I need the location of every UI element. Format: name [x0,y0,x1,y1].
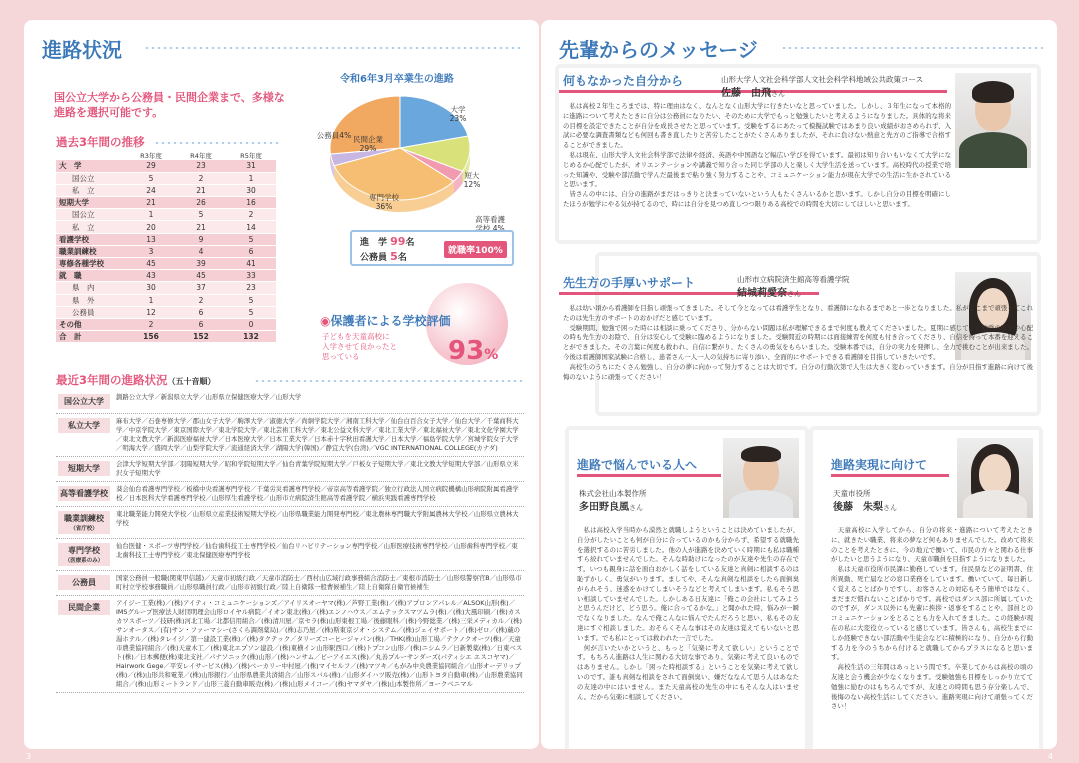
row-value: 5 [126,172,176,184]
row-value: 132 [226,331,276,343]
dest-schools: 葵会仙台看護専門学校／板橋中央看護専門学校／千葉労災看護専門学校／帝京高等看護学院／独立行政法人国立病院機構山形病院附属看護学校／日本医科大学看護専門学校／山形厚生看護学校／山形市立病院済生館高等看護学院／横浜実践看護専門学校 [116,485,519,502]
row-value: 26 [176,197,226,209]
row-label: 公務員 [56,306,126,318]
target-icon: ◉ [320,314,331,328]
parent-eval-sub [322,332,397,362]
body-paragraph: 天童高校に入学してから、自分の将来・進路について考えたときに、就きたい職業、将来の夢など何もありませんでした。改めて将来のことを考えたときに、今の地元で働いて、市民の方々と関わる仕事がしたいと思うようになり、天童市職員を目指すようになりました。 [831,526,1033,564]
row-value: 16 [226,197,276,209]
honorific: さん [629,504,643,512]
table-row [56,294,276,306]
pie-label: 専門学校 36% [369,193,399,211]
row-label: 短期大学 [56,197,126,209]
row-value: 30 [226,184,276,196]
dest-category [56,599,112,689]
table-row [56,306,276,318]
row-label: その他 [56,318,126,330]
title-dots [144,46,524,50]
table-title: 過去3年間の推移 [56,135,145,149]
table-row [56,270,276,282]
dest-row [56,507,524,539]
row-value: 6 [226,245,276,257]
dest-category-note: （省庁校） [70,526,98,532]
body-paragraph: 高校生活の三年間はあっという間です。卒業してからは高校の頃の友達と会う機会が少なくなります。受験勉強も目標をしっかり立てて勉強に励むのはもちろんですが、友達との時間も思う存分楽しんで、後悔のない高校生活にしてください。進路実現に向けて頑張ってください！ [831,663,1033,711]
card-body [831,526,1033,712]
row-value: 21 [126,197,176,209]
result-line-advance [360,235,414,248]
dest-category [56,574,112,592]
person-name: 佐藤 由飛 [721,88,771,99]
right-page [541,20,1057,749]
dest-category [56,417,112,453]
dest-category-label: 職業訓練校 [64,514,104,523]
row-label: 職業訓練校 [56,245,126,257]
table-row [56,258,276,270]
dest-schools: 東北職業能力開発大学校／山形県立産業技術短期大学校／山形県職業能力開発専門校／東北農林専門職大学附属農林大学校／山形県立農林大学校 [116,510,519,527]
message-card-yuki [563,256,1037,412]
dest-row [56,390,524,414]
table-row [56,282,276,294]
dest-schools: 麻布大学／石巻専修大学／郡山女子大学／駒澤大学／淑徳大学／尚絅学院大学／湘南工科大学／仙台白百合女子大学／仙台大学／千葉商科大学／中京学院大学／東京国際大学／東北学院大学／東北芸術工科大学／東北公益文科大学／東北工業大学／東北福祉大学／東北文化学園大学／東北文教大学／新潟医療福祉大学／日本医療大学／日本工業大学／日本赤十字秋田看護大学／日本大学／福島学院大学／宮城学院女子大学／明海大学／盛岡大学／山梨学院大学／流通経済大学／湖陽大学(韓国)／静宜大学(台湾)／VGC INTERNATIONAL COLLEGE(カナダ) [116,417,519,452]
row-value: 43 [126,270,176,282]
row-value: 5 [176,209,226,221]
card-name [721,84,785,99]
table-row [56,221,276,233]
col-header: R3年度 [140,151,162,160]
row-label: 合 計 [56,331,126,343]
row-label: 就 職 [56,270,126,282]
body-paragraph: 私は現在、山形大学人文社会科学部で法律や経済、英語や中国語など幅広い学びを得ています。最初は知り合いもいなくて大学になじめるか心配でしたが、オリエンテーションや講義で知り合った同じ学部の人と楽しく大学生活を送っています。高校時代の授業で培った知識や、受験や部活動で学んだ最後まで粘り強く努力することや、コミュニケーション能力が現在大学での生活に生かされていると思います。 [563,150,951,189]
dest-category [56,542,112,567]
honorific: さん [787,290,801,298]
pie-chart [294,82,534,232]
page-title-messages: 先輩からのメッセージ [559,38,758,62]
row-value: 6 [176,318,226,330]
body-paragraph: 私は幼い頃から看護師を目指し頑張ってきました。そして今となっては看護学生となり、看護師になれるまであと一歩となりました。私がここまで頑張ってこれたのは先生方のサポートのおかげだと感じています。 [563,304,1033,322]
card-school: 山形市立病院済生館高等看護学院 [737,275,850,284]
parent-sub-line: 子どもを天童高校に [322,332,390,341]
row-value: 23 [176,160,226,172]
body-paragraph: 皆さんの中には、自分の進路がまだはっきりと決まっていないという人もたくさんいるかと思います。しかし自分の目標を明確にしたほうが勉学にやる気が持てるので、時には自分を見つめ直しつつ限りある高校での時間を大切にしてほしいと思います。 [563,190,951,208]
dest-title-text: 最近3年間の進路状況 [56,373,168,387]
table-row [56,318,276,330]
result-unit: 名 [405,238,415,248]
result-number: 5 [390,250,398,263]
table-row [56,331,276,343]
row-value: 2 [176,172,226,184]
row-value: 21 [176,184,226,196]
row-value: 5 [226,233,276,245]
body-paragraph: 何が言いたいかというと、もっと「気楽に考えて欲しい」ということです。もちろん進路は人生に関わる大切な事であり、気楽に考えて良いものではありません。しかし「困った時相談する」ということを気楽に考えて欲しいのです。誰も真剣な相談をされて面倒臭い、嫌だななんて思う人はあなたの友達の中にはいません。また天童高校の先生の中にもそんな人はいません。だから気楽に相談してください。 [577,643,799,701]
body-paragraph: 私は高校２年生ころまでは、特に理由はなく、なんとなく山形大学に行きたいなと思っていました。しかし、３年生になって本格的に進路について考えたときに自分は公務員になりたい、そのために大学でもっと勉強したいと考えるようになりました。具体的な将来の目標を設定できたことが自分を成長させたと思っています。受験をするにあたって模擬試験ではあまり良い成績がおさめられず、入試に必要な調査書類なども何回も書き直したりと苦労したことがたくさんありましたが、それに負けない熱意と先方のご指導で合格することができました。 [563,102,951,150]
card-heading: 何もなかった自分から [563,74,684,88]
result-unit: 名 [397,253,407,263]
person-name: 後藤 朱梨 [833,502,883,513]
photo-goto [957,438,1033,518]
dest-schools: 会津大学短期大学部／羽陽短期大学／昭和学院短期大学／仙台青葉学院短期大学／戸板女子短期大学／東北文教大学短期大学部／山形県立米沢女子短期大学 [116,460,519,477]
parent-eval-title-text: 保護者による学校評価 [330,314,451,328]
row-value: 45 [126,258,176,270]
percent-unit: % [484,347,499,363]
card-body [577,526,799,702]
row-value: 23 [226,282,276,294]
table-row [56,197,276,209]
row-value: 20 [126,221,176,233]
parent-sub-line: 入学させて良かったと [322,342,397,351]
row-value: 9 [176,233,226,245]
row-value: 3 [126,245,176,257]
dest-schools: 国家公務員一般職(関東甲信越)／天童市初級行政／天童市消防士／西村山広域行政事務組合消防士／東根市消防士／山形県警察官B／山形県市町村立学校事務職員／山形県職員行政／山形市初級行政／陸上自衛隊一般曹候補生／陸上自衛隊自衛官候補生 [116,574,522,591]
card-school: 山形大学人文社会科学部人文社会科学科地域公共政策コース [721,75,924,84]
card-body [563,102,951,210]
dest-category-note: （医療系のみ） [64,558,104,564]
message-card-sato [559,68,1037,240]
table-title-dots [154,141,279,144]
row-label: 大 学 [56,160,126,172]
row-value: 2 [226,209,276,221]
table-row [56,245,276,257]
row-value: 37 [176,282,226,294]
col-header: R5年度 [240,151,262,160]
col-header: R4年度 [190,151,212,160]
row-value: 1 [126,294,176,306]
table-row [56,184,276,196]
row-value: 2 [176,294,226,306]
card-name [833,498,897,513]
result-number: 99 [390,235,406,248]
parent-eval-percent [448,336,498,366]
body-paragraph: 受験期間、勉強で困った時には相談に乗ってくださり、分からない問題は私が理解できるまで何度も教えてくださいました。夏期に感じていた勉強の不安や心配の時も先生方のお陰で、自分は安心して受験に臨めるようになりました。受験間近の時期には面接練習を何度も付き合ってくださり、自信を持って本番を迎えることができました。その言葉に何度も救われ、自信に繋がり、たくさんの勇気をもらいました。受験本番では、自分の実力を発揮し、全力で挑むことが出来ました。今後は看護師国家試験に合格し、患者さん一人一人の気持ちに寄り添い、全面的にサポートできる看護師を目指していきたいです。 [563,323,1033,361]
table-row [56,172,276,184]
row-label: 専修各種学校 [56,258,126,270]
page-number-left: 3 [26,752,32,761]
photo-tadano [723,438,799,518]
dest-row [56,482,524,507]
row-label: 国公立 [56,172,126,184]
lead-text: 国公立大学から公務員・民間企業まで、多様な進路を選択可能です。 [54,91,285,119]
honorific: さん [883,504,897,512]
dest-schools: 釧路公立大学／新潟県立大学／山形県立保健医療大学／山形大学 [116,393,302,401]
destination-list [56,390,524,693]
parent-eval-title [320,312,451,329]
row-value: 41 [226,258,276,270]
dest-category [56,510,112,535]
dest-category-label: 公務員 [72,578,96,587]
row-value: 30 [126,282,176,294]
row-value: 1 [226,172,276,184]
card-heading: 進路実現に向けて [831,458,928,472]
photo-sato [955,73,1031,168]
card-heading: 進路で悩んでいる人へ [577,458,698,472]
dest-title-dots [254,379,524,382]
card-underline [577,474,721,477]
result-line-civil [360,250,407,263]
honorific: さん [771,90,785,98]
dest-schools: アイジー工業(株)／(株)アイティ・コミュニケーションズ／アイリスオーヤマ(株)／芦野工業(株)／(株)アプロンアパレル／ALSOK山形(株)／IMSグループ医療法人財団明理会山形ロイヤル病院／イオン東北(株)／(株)エンノハウス／エムテックスマツムラ(株)／(株)大風印刷／(株)カスカワスポーツ／技研(株)河北工場／北都信用組合／(株)清川屋／京セラ(株)山形東根工場／後藤眼科／(株)今野総業／(株)三栄メディカル／(株)サンオータス／(有)サン・ファーマシー(さくら調剤薬局)／(株)志乃屋／(株)斯東京ジオ・システム／(株)ジェイサポート／(株)ゼロ／(株)蔵の湯ホテル／(株)タレイジ／第一建設工業(株)／(株)タクテック／タリーズコーヒージャパン(株)／THK(株)山形工場／テクノクオーツ(株)／天童市農業協同組合／(株)天童木工／(株)東北エプソン建設／(株)東横イン山形駅西口／(株)トプコン山形／(株)ニシムラ／日新製薬(株)／日東ベスト(株)／日本郵便(株)東北支社／パナソニック(株)山形／(株)ハンサム／ビーアイエス(株)／丸善プルーサンダーズ(パティシエ エスコヤマ)／Hairwork Gege／平安レイサービス(株)／(株)ベーカリー中村屋／(株)マイセルフ／(株)マツキ／もがみ中央農業協同組合／山形オーデリップ(株)／(株)山形共和電業／(株)山形銀行／山形県農業共済組合／山形スバル(株)／山形ダイハツ販売(株)／山形トヨタ自動車(株)／山形農業協同組合／(株)山形ミートランド／山形三菱自動車販売(株)／(株)山形メイコー／(株)ヤマダヤ／(株)山本製作所／ヨークベニマル [116,599,523,688]
title-dots [781,46,1043,50]
row-value: 12 [126,306,176,318]
dest-category-label: 専門学校 [68,546,100,555]
row-value: 152 [176,331,226,343]
dest-row [56,457,524,482]
dest-row [56,596,524,693]
dest-category-label: 高等看護学校 [60,489,108,498]
row-value: 1 [126,209,176,221]
pie-label: 民間企業 29% [353,135,383,153]
row-value: 29 [126,160,176,172]
row-label: 国公立 [56,209,126,221]
message-card-tadano [569,430,805,749]
table-row [56,160,276,172]
card-school: 株式会社山本製作所 [579,489,647,498]
dest-title-note: （五十音順） [167,377,216,386]
pie-label: 短大 12% [463,171,481,189]
row-label: 私 立 [56,221,126,233]
row-label: 私 立 [56,184,126,196]
card-heading: 先生方の手厚いサポート [563,276,696,290]
dest-category-label: 短期大学 [68,464,100,473]
stats-table [56,150,276,343]
body-paragraph: 高校生のうちにたくさん勉強し、自分の夢に向かって努力することは大切です。自分の行動次第で人生は大きく変わっていきます。自分が目指す進路に向けて後悔のないように頑張ってください！ [563,362,1033,381]
body-paragraph: 私は高校入学当時から漠然と就職しようということは決めていましたが、自分がしたいことも何が自分に合っているのかも分からず、希望する就職先を選択するのに苦労しました。他の人が進路を決めていく時期にも私は職種すら絞れていませんでした。そんな時助けになったのが友達や先生の存在です。いつも親身に話を面白おかしく話をしている友達と真剣に相談するのは恥ずかしく、勇気がいります。ましてや、そんな真剣な相談をしたら面倒臭がられそう、迷惑をかけてしまいそうなどと考えてしまいます。私もそう思い相談していませんでした。しかしある日友達に「俺この会社にしてみようと思うんだけど、どう思う。俺に合ってるかな。」と聞かれた時、悩みが一瞬でなくなりました。なんで俺こんなに悩んでたんだろうと思い、私もその友達にすぐ相談しました。おそらくそんな事はその友達は覚えてもいないと思います。でも私にとっては救われた一言でした。 [577,526,799,642]
dest-row [56,539,524,571]
dest-schools: 仙台医健・スポーツ専門学校／仙台歯科技工士専門学校／仙台リハビリテーション専門学校／山形医療技術専門学校／山形歯科専門学校／東北歯科技工士専門学校／東北保健医療専門学校 [116,542,518,559]
row-label: 看護学校 [56,233,126,245]
row-value: 0 [226,318,276,330]
table-row [56,233,276,245]
dest-category-label: 民間企業 [68,603,100,612]
percent-value: 93 [448,336,485,366]
card-underline [831,474,949,477]
row-value: 5 [226,306,276,318]
person-name: 結城莉愛奈 [737,288,787,299]
result-label: 進 学 [360,238,388,248]
row-value: 33 [226,270,276,282]
card-body [563,304,1033,382]
pie-label: 公務員4% [316,131,352,140]
row-value: 31 [226,160,276,172]
row-value: 6 [176,306,226,318]
dest-row [56,414,524,457]
row-value: 39 [176,258,226,270]
page-title-career: 進路状況 [42,38,122,62]
dest-category [56,460,112,478]
row-value: 156 [126,331,176,343]
row-value: 2 [126,318,176,330]
table-row [56,209,276,221]
pie-label: 高等看護学校 4% [475,215,505,232]
row-value: 14 [226,221,276,233]
result-box [350,230,514,266]
result-label: 公務員 [360,253,388,263]
row-label: 県 外 [56,294,126,306]
dest-row [56,571,524,596]
dest-category-label: 私立大学 [68,421,100,430]
row-value: 5 [226,294,276,306]
card-name [737,284,801,299]
row-value: 24 [126,184,176,196]
page-number-right: 4 [1047,752,1053,761]
card-name [579,498,643,513]
row-value: 21 [176,221,226,233]
row-label: 県 内 [56,282,126,294]
pie-label: 大学 23% [449,105,467,123]
row-value: 45 [176,270,226,282]
dest-category [56,485,112,503]
body-paragraph: 私は天童市役所市民課に勤務しています。住民票などの証明書、住所異動、死亡届などの窓口業務をしています。働いていて、毎日新しく覚えることばかりですし、お客さんとの対応もそう簡単ではなく、まだまだ慣れないことばかりです。高校ではダンス部に所属していたのですが、ダンス以外にも先輩に挨拶・返事をすることや、部員とのコミュニケーションをとることも力を入れてきました。この経験が現在の私に大変役立っていると感じています。皆さんも、高校生までにしか経験できない部活動や生徒会などに積極的になり、自分から行動する力を今のうちから付けると就職してからプラスになると思います。 [831,565,1033,662]
left-page [24,20,539,749]
dest-title [56,372,216,388]
dest-category [56,393,112,410]
chart-title: 令和6年3月卒業生の進路 [340,74,454,85]
row-value: 13 [126,233,176,245]
employment-rate-badge: 就職率100% [444,241,507,258]
row-value: 4 [176,245,226,257]
person-name: 多田野良風 [579,502,629,513]
card-school: 天童市役所 [833,489,871,498]
parent-sub-line: 思っている [322,352,360,361]
message-card-goto [813,430,1039,749]
dest-category-label: 国公立大学 [64,397,104,406]
